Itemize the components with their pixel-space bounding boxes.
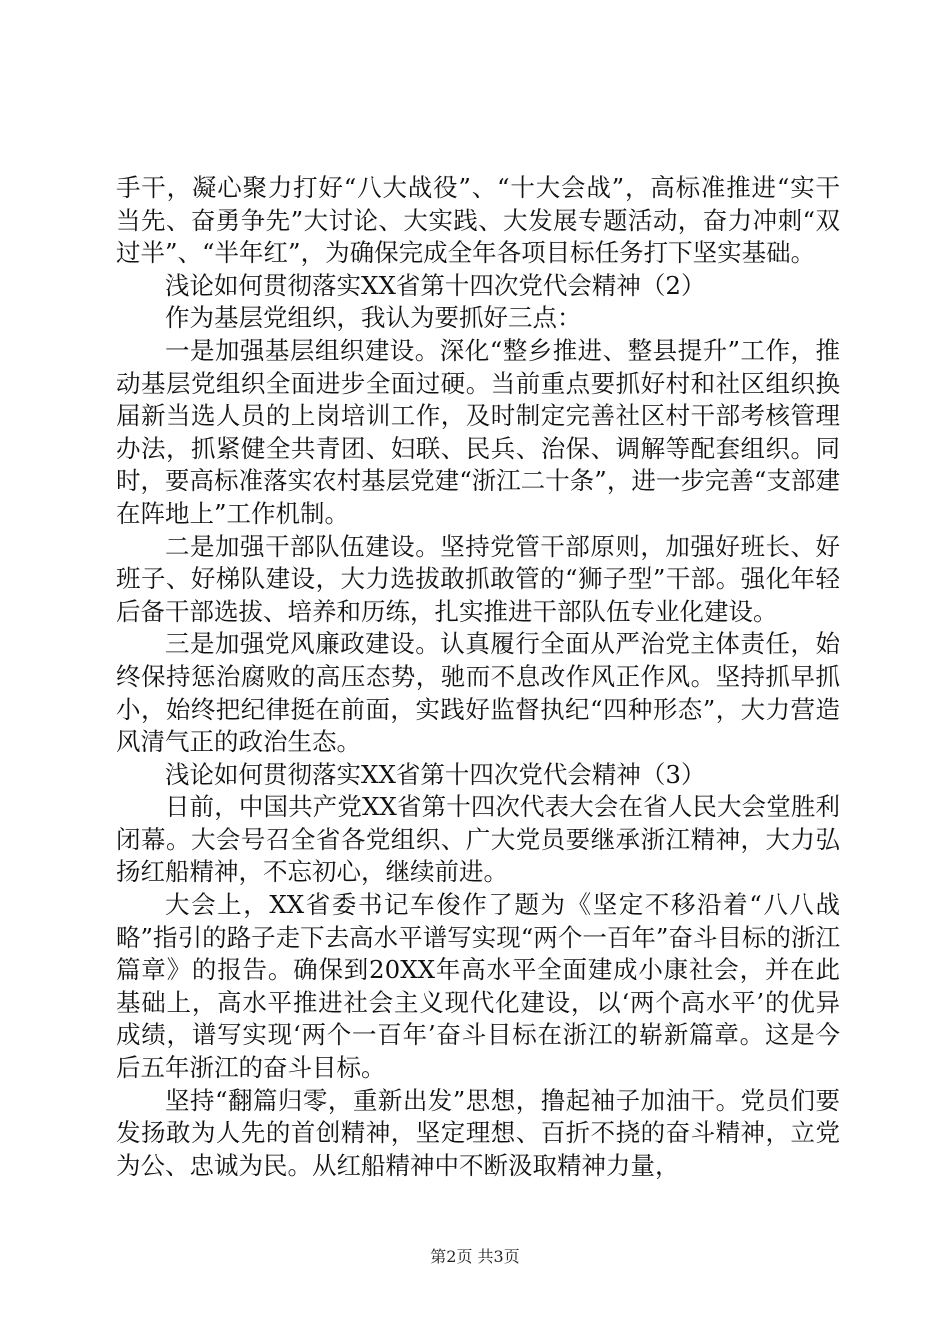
paragraph: 作为基层党组织，我认为要抓好三点： <box>165 303 582 333</box>
section-heading-3: 浅论如何贯彻落实XX省第十四次党代会精神（3） <box>165 759 706 789</box>
paragraph: 坚持“翻篇归零，重新出发”思想，撸起袖子加油干。党员们要发扬敢为人先的首创精神，坚定理想、百折不挠的奋斗精神，立党为公、忠诚为民。从红船精神中不断汲取精神力量， <box>116 1085 840 1180</box>
paragraph: 二是加强干部队伍建设。坚持党管干部原则，加强好班长、好班子、好梯队建设，大力选拔敢抓敢管的“狮子型”干部。强化年轻后备干部选拔、培养和历练，扎实推进干部队伍专业化建设。 <box>116 531 840 626</box>
page-footer: 第2页 共3页 <box>430 1247 520 1266</box>
paragraph-continuation: 手干，凝心聚力打好“八大战役”、“十大会战”，高标准推进“实干当先、奋勇争先”大讨论、大实践、大发展专题活动，奋力冲刺“双过半”、“半年红”，为确保完成全年各项目标任务打下坚实基础。 <box>116 173 840 268</box>
paragraph: 大会上，XX省委书记车俊作了题为《坚定不移沿着“八八战略”指引的路子走下去高水平谱写实现“两个一百年”奋斗目标的浙江篇章》的报告。确保到20XX年高水平全面建成小康社会，并在此基础上，高水平推进社会主义现代化建设，以‘两个高水平’的优异成绩，谱写实现‘两个一百年’奋斗目标在浙江的崭新篇章。这是今后五年浙江的奋斗目标。 <box>116 890 840 1083</box>
paragraph: 三是加强党风廉政建设。认真履行全面从严治党主体责任，始终保持惩治腐败的高压态势，驰而不息改作风正作风。坚持抓早抓小，始终把纪律挺在前面，实践好监督执纪“四种形态”，大力营造风清气正的政治生态。 <box>116 629 840 757</box>
paragraph: 日前，中国共产党XX省第十四次代表大会在省人民大会堂胜利闭幕。大会号召全省各党组织、广大党员要继承浙江精神，大力弘扬红船精神，不忘初心，继续前进。 <box>116 792 840 887</box>
paragraph: 一是加强基层组织建设。深化“整乡推进、整县提升”工作，推动基层党组织全面进步全面过硬。当前重点要抓好村和社区组织换届新当选人员的上岗培训工作，及时制定完善社区村干部考核管理办法，抓紧健全共青团、妇联、民兵、治保、调解等配套组织。同时，要高标准落实农村基层党建“浙江二十条”，进一步完善“支部建在阵地上”工作机制。 <box>116 335 840 528</box>
document-body <box>116 172 840 1182</box>
section-heading-2: 浅论如何贯彻落实XX省第十四次党代会精神（2） <box>165 270 706 300</box>
